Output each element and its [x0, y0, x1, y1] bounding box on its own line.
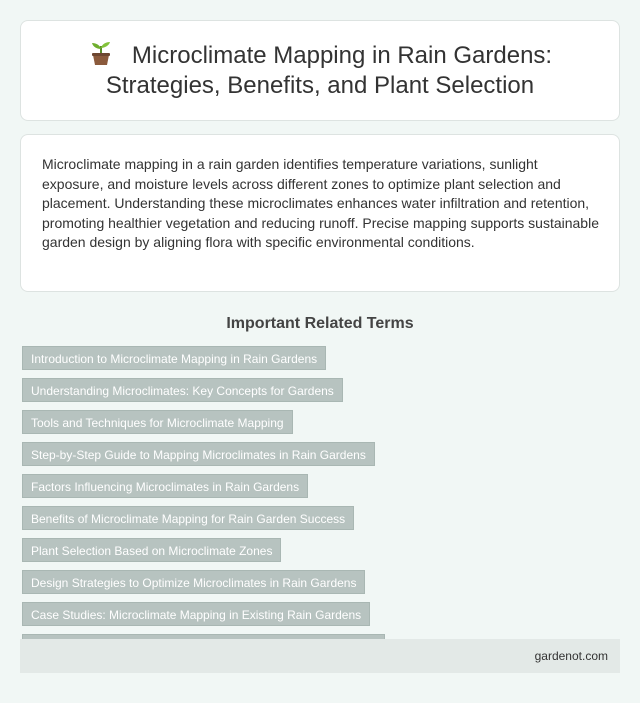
page-title-text: Microclimate Mapping in Rain Gardens: Strategies, Benefits, and Plant Selection	[105, 42, 553, 99]
related-terms-heading: Important Related Terms	[226, 315, 414, 332]
sprout-icon	[88, 40, 114, 66]
summary-text: Microclimate mapping in a rain garden identifies temperature variations, sunlight exposure, and moisture levels across different zones to optimize plant selection and placement. Understanding these microclimates enhances water infiltration and retention, promoting healthier vegetation and reducing runoff. Precise mapping supports sustainable garden design by aligning flora with specific environmental conditions.	[42, 156, 599, 251]
term-tag-step-by-step-guide[interactable]: Step-by-Step Guide to Mapping Microclimates in Rain Gardens	[22, 442, 375, 466]
footer	[20, 639, 620, 673]
term-tag-introduction[interactable]: Introduction to Microclimate Mapping in Rain Gardens	[22, 346, 326, 370]
page-title	[51, 40, 589, 101]
term-tag-design-strategies[interactable]: Design Strategies to Optimize Microclimates in Rain Gardens	[22, 570, 365, 594]
term-tag-case-studies[interactable]: Case Studies: Microclimate Mapping in Existing Rain Gardens	[22, 602, 370, 626]
term-tag-plant-selection[interactable]: Plant Selection Based on Microclimate Zones	[22, 538, 281, 562]
term-tag-benefits[interactable]: Benefits of Microclimate Mapping for Rain Garden Success	[22, 506, 354, 530]
related-terms-list	[22, 346, 618, 658]
term-tag-factors-influencing[interactable]: Factors Influencing Microclimates in Rain Gardens	[22, 474, 308, 498]
title-card	[20, 20, 620, 121]
summary-card	[20, 134, 620, 292]
term-tag-tools-and-techniques[interactable]: Tools and Techniques for Microclimate Mapping	[22, 410, 293, 434]
footer-site-name: gardenot.com	[534, 649, 608, 663]
term-tag-understanding-microclimates[interactable]: Understanding Microclimates: Key Concepts for Gardens	[22, 378, 343, 402]
